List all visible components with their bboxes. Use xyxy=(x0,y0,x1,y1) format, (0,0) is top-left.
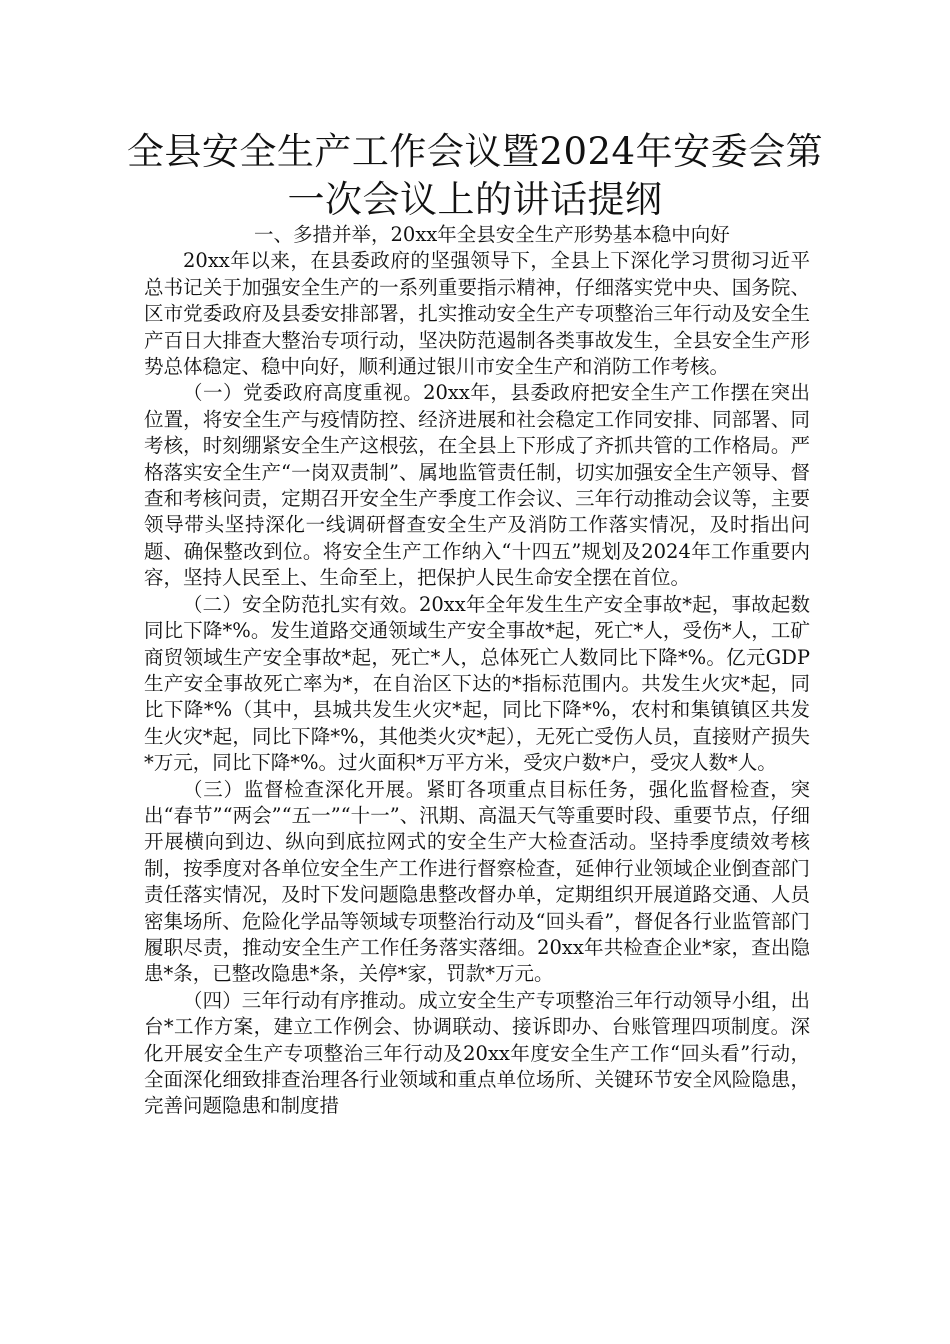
paragraph-1: （一）党委政府高度重视。20xx年，县委政府把安全生产工作摆在突出位置，将安全生产与疫情防控、经济进展和社会稳定工作同安排、同部署、同考核，时刻绷紧安全生产这根弦，在全县上下形成了齐抓共管的工作格局。严格落实安全生产“一岗双责制”、属地监管责任制，切实加强安全生产领导、督查和考核问责，定期召开安全生产季度工作会议、三年行动推动会议等，主要领导带头坚持深化一线调研督查安全生产及消防工作落实情况，及时指出问题、确保整改到位。将安全生产工作纳入“十四五”规划及2024年工作重要内容，坚持人民至上、生命至上，把保护人民生命安全摆在首位。 xyxy=(144,381,810,590)
paragraph-3: （三）监督检查深化开展。紧盯各项重点目标任务，强化监督检查，突出“春节”“两会”“五一”“十一”、汛期、高温天气等重要时段、重要节点，仔细开展横向到边、纵向到底拉网式的安全生产大检查活动。坚持季度绩效考核制，按季度对各单位安全生产工作进行督察检查，延伸行业领域企业倒查部门责任落实情况，及时下发问题隐患整改督办单，定期组织开展道路交通、人员密集场所、危险化学品等领域专项整治行动及“回头看”，督促各行业监管部门履职尽责，推动安全生产工作任务落实落细。20xx年共检查企业*家，查出隐患*条，已整改隐患*条，关停*家，罚款*万元。 xyxy=(144,777,810,986)
document-title: 全县安全生产工作会议暨2024年安委会第一次会议上的讲话提纲 xyxy=(126,130,824,221)
paragraph-4: （四）三年行动有序推动。成立安全生产专项整治三年行动领导小组，出台*工作方案，建立工作例会、协调联动、接诉即办、台账管理四项制度。深化开展安全生产专项整治三年行动及20xx年度安全生产工作“回头看”行动，全面深化细致排查治理各行业领域和重点单位场所、关键环节安全风险隐患，完善问题隐患和制度措 xyxy=(144,988,810,1118)
section-heading: 一、多措并举，20xx年全县安全生产形势基本稳中向好 xyxy=(254,223,730,246)
paragraph-2: （二）安全防范扎实有效。20xx年全年发生生产安全事故*起，事故起数同比下降*%。发生道路交通领域生产安全事故*起，死亡*人，受伤*人，工矿商贸领域生产安全事故*起，死亡*人，总体死亡人数同比下降*%。亿元GDP生产安全事故死亡率为*，在自治区下达的*指标范围内。共发生火灾*起，同比下降*%（其中，县城共发生火灾*起，同比下降*%，农村和集镇镇区共发生火灾*起，同比下降*%，其他类火灾*起），无死亡受伤人员，直接财产损失*万元，同比下降*%。过火面积*万平方米，受灾户数*户，受灾人数*人。 xyxy=(144,592,810,775)
document-body xyxy=(144,222,810,1120)
paragraph-intro: 20xx年以来，在县委政府的坚强领导下，全县上下深化学习贯彻习近平总书记关于加强安全生产的一系列重要指示精神，仔细落实党中央、国务院、区市党委政府及县委安排部署，扎实推动安全生产专项整治三年行动及安全生产百日大排查大整治专项行动，坚决防范遏制各类事故发生，全县安全生产形势总体稳定、稳中向好，顺利通过银川市安全生产和消防工作考核。 xyxy=(144,249,810,379)
